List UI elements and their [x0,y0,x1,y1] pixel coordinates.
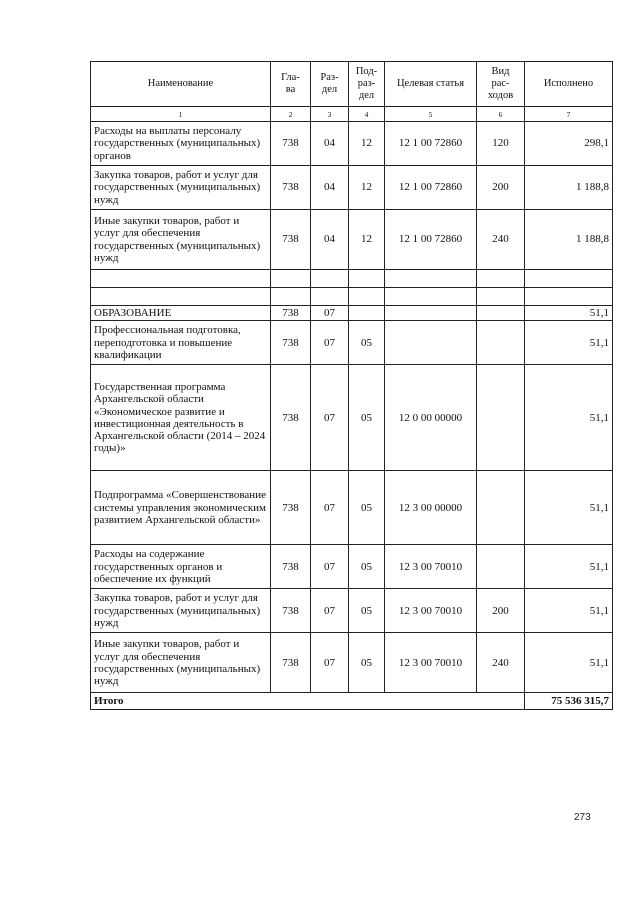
row-target: 12 3 00 70010 [385,545,477,589]
row-chapter: 738 [271,122,311,166]
row-target [385,321,477,365]
row-target: 12 0 00 00000 [385,365,477,471]
page-number: 273 [574,812,591,823]
column-number: 2 [271,107,311,122]
column-number: 7 [525,107,613,122]
row-exptype: 200 [477,166,525,210]
row-chapter: 738 [271,166,311,210]
row-subsection: 05 [349,321,385,365]
row-executed: 51,1 [525,306,613,321]
header-name: Наименование [91,62,271,107]
table-row [91,471,613,545]
row-exptype [477,321,525,365]
table-row-empty [91,270,613,288]
table-row [91,166,613,210]
row-executed: 51,1 [525,365,613,471]
row-section: 07 [311,321,349,365]
row-exptype [477,288,525,306]
total-executed: 75 536 315,7 [525,693,613,710]
row-executed: 51,1 [525,589,613,633]
row-exptype [477,545,525,589]
row-name: Закупка товаров, работ и услуг для государственных (муниципальных) нужд [91,589,271,633]
header-row [91,62,613,107]
row-executed: 51,1 [525,633,613,693]
row-name: Иные закупки товаров, работ и услуг для обеспечения государственных (муниципальных) нужд [91,210,271,270]
row-section [311,270,349,288]
row-chapter: 738 [271,633,311,693]
table-row [91,321,613,365]
row-section: 04 [311,210,349,270]
header-section: Раз- дел [311,62,349,107]
row-executed: 51,1 [525,321,613,365]
row-chapter: 738 [271,306,311,321]
row-exptype [477,270,525,288]
row-section: 07 [311,589,349,633]
row-target: 12 1 00 72860 [385,166,477,210]
row-target [385,270,477,288]
column-number: 5 [385,107,477,122]
row-executed [525,270,613,288]
column-number: 4 [349,107,385,122]
row-executed [525,288,613,306]
row-exptype: 120 [477,122,525,166]
row-section: 07 [311,545,349,589]
column-number: 6 [477,107,525,122]
row-exptype [477,471,525,545]
row-chapter: 738 [271,321,311,365]
table-row [91,545,613,589]
row-name: Профессиональная подготовка, переподготовка и повышение квалификации [91,321,271,365]
row-chapter: 738 [271,365,311,471]
budget-execution-table [90,61,613,710]
column-number: 1 [91,107,271,122]
row-name: ОБРАЗОВАНИЕ [91,306,271,321]
table-row [91,306,613,321]
row-section [311,288,349,306]
table-row [91,633,613,693]
row-chapter [271,288,311,306]
row-subsection: 05 [349,545,385,589]
row-subsection [349,288,385,306]
row-subsection: 12 [349,122,385,166]
row-target: 12 3 00 70010 [385,633,477,693]
table-row-empty [91,288,613,306]
row-target [385,306,477,321]
row-subsection: 05 [349,589,385,633]
row-name [91,288,271,306]
row-subsection [349,270,385,288]
row-target: 12 1 00 72860 [385,122,477,166]
row-subsection: 05 [349,471,385,545]
row-target: 12 3 00 70010 [385,589,477,633]
row-name: Государственная программа Архангельской области «Экономическое развитие и инвестиционная деятельность в Архангельской области (2014 – 2024 годы)» [91,365,271,471]
row-executed: 1 188,8 [525,210,613,270]
table-row [91,122,613,166]
row-target: 12 1 00 72860 [385,210,477,270]
row-name: Расходы на содержание государственных органов и обеспечение их функций [91,545,271,589]
table-row [91,210,613,270]
header-subsection: Под- раз- дел [349,62,385,107]
row-executed: 51,1 [525,471,613,545]
row-exptype [477,306,525,321]
row-section: 07 [311,633,349,693]
table-row [91,365,613,471]
row-executed: 1 188,8 [525,166,613,210]
row-target [385,288,477,306]
row-section: 04 [311,166,349,210]
header-target: Целевая статья [385,62,477,107]
row-chapter: 738 [271,545,311,589]
row-chapter: 738 [271,210,311,270]
row-subsection: 05 [349,633,385,693]
header-executed: Исполнено [525,62,613,107]
column-number-row [91,107,613,122]
row-name [91,270,271,288]
row-exptype [477,365,525,471]
header-exptype: Вид рас- ходов [477,62,525,107]
column-number: 3 [311,107,349,122]
row-target: 12 3 00 00000 [385,471,477,545]
row-subsection: 12 [349,166,385,210]
row-exptype: 240 [477,633,525,693]
row-chapter: 738 [271,589,311,633]
table-row [91,589,613,633]
row-name: Иные закупки товаров, работ и услуг для обеспечения государственных (муниципальных) нужд [91,633,271,693]
row-exptype: 200 [477,589,525,633]
row-executed: 298,1 [525,122,613,166]
row-exptype: 240 [477,210,525,270]
total-row [91,693,613,710]
row-section: 07 [311,365,349,471]
total-label: Итого [91,693,525,710]
row-subsection: 05 [349,365,385,471]
row-section: 04 [311,122,349,166]
row-section: 07 [311,471,349,545]
row-section: 07 [311,306,349,321]
header-chapter: Гла- ва [271,62,311,107]
row-subsection [349,306,385,321]
row-chapter: 738 [271,471,311,545]
row-subsection: 12 [349,210,385,270]
row-name: Закупка товаров, работ и услуг для государственных (муниципальных) нужд [91,166,271,210]
row-name: Расходы на выплаты персоналу государственных (муниципальных) органов [91,122,271,166]
row-chapter [271,270,311,288]
row-executed: 51,1 [525,545,613,589]
row-name: Подпрограмма «Совершенствование системы управления экономическим развитием Архангельской области» [91,471,271,545]
